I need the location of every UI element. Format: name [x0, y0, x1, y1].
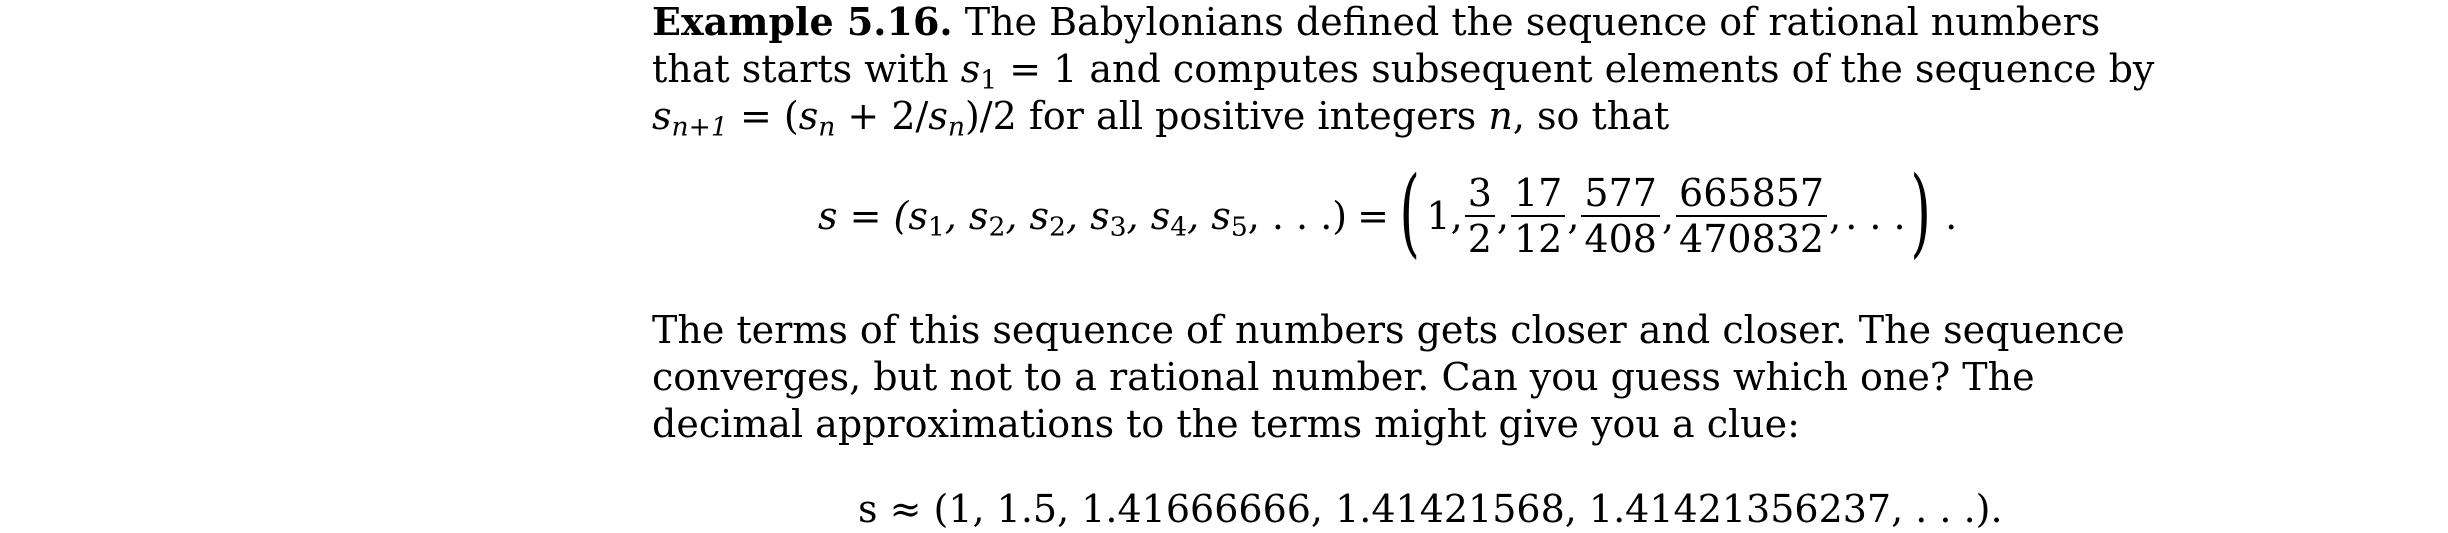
example-line-2: that starts with $s_1 = 1$ and computes subsequent elements of the sequence by: [652, 47, 2155, 96]
fraction-17-12: $\frac{17}{12}$: [1511, 171, 1565, 261]
fraction-665857-470832: $\frac{665857}{470832}$: [1676, 171, 1827, 261]
fraction-577-408: $\frac{577}{408}$: [1581, 171, 1660, 261]
example-line-3: $s_{n+1} = (s_n + 2/s_n)/2$ for all positive integers n, so that: [652, 94, 1670, 143]
decimal-approximation-equation: s ≈ (1, 1.5, 1.41666666, 1.41421568, 1.41421356237, . . .).: [858, 487, 2003, 531]
paragraph2-line-3: decimal approximations to the terms might give you a clue:: [652, 402, 1800, 446]
fraction-3-2: $\frac{3}{2}$: [1465, 171, 1495, 261]
sequence-equation: $s = (s_1$, $s_2$, $s_2$, $s_3$, $s_4$, $s_5$, . . .) = ( 1, $\frac{3}{2}$ , $\frac{17}{12}$ , $\frac{577}{408}$ , $\frac{665857}{470832}$ , . . . ) .: [818, 156, 1958, 268]
paragraph2-line-1: The terms of this sequence of numbers gets closer and closer. The sequence: [652, 308, 2125, 352]
equation-lhs: $s = (s_1$, $s_2$, $s_2$, $s_3$, $s_4$, $s_5$, . . .): [818, 194, 1348, 243]
right-paren: ): [1910, 156, 1931, 268]
paragraph2-line-2: converges, but not to a rational number. Can you guess which one? The: [652, 355, 2035, 399]
example-paragraph: [652, 0, 2155, 143]
convergence-paragraph: [652, 307, 2125, 448]
left-paren: (: [1399, 156, 1420, 268]
example-line-1: Example 5.16. The Babylonians defined the sequence of rational numbers: [652, 0, 2101, 44]
example-label: Example 5.16.: [652, 0, 953, 44]
